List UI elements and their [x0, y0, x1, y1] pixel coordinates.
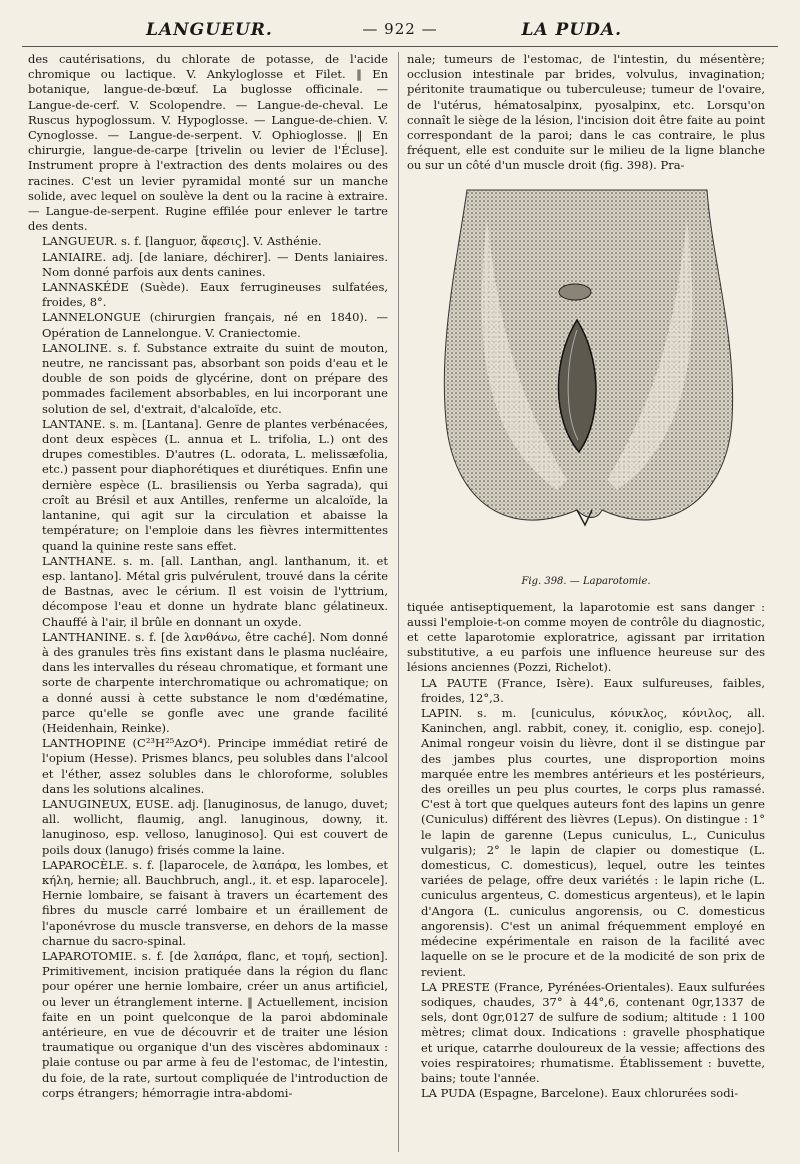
header-left: LANGUEUR. — [146, 20, 273, 40]
page-number: — 922 — — [362, 20, 438, 38]
figure-398 — [407, 176, 765, 596]
entry-lannelongue: LANNELONGUE (chirurgien français, né en 1840). — Opération de Lannelongue. V. Craniectomie. — [42, 310, 388, 340]
entry-lanthane: LANTHANE. s. m. [all. Lanthan, angl. lanthanum, it. et esp. lantano]. Métal gris pulvérulent, trouvé dans la cérite de Bastnas, avec le cérium. Il est voisin de l'yttrium, décompose l'eau et donne un hydrate blanc gélatineux. Chauffé à l'air, il brûle en donnant un oxyde. — [42, 553, 388, 629]
entry-la-preste: LA PRESTE (France, Pyrénées-Orientales). Eaux sulfurées sodiques, chaudes, 37° à 44°,6, contenant 0gr,1337 de sels, dont 0gr,0127 de sulfure de sodium; altitude : 1 100 mètres; climat doux. Indications : gravelle phosphatique et urique, catarrhe douloureux de la vessie; affections des voies respiratoires; rhumatisme. Établissement : buvette, bains; toute l'année. — [421, 979, 765, 1085]
entry-laniaire: LANIAIRE. adj. [de laniare, déchirer]. — Dents laniaires. Nom donné parfois aux dents canines. — [42, 249, 388, 279]
left-column — [28, 52, 388, 1152]
entry-laparotomie-cont: tiquée antiseptiquement, la laparotomie est sans danger : aussi l'emploie-t-on comme moyen de contrôle du diagnostic, et cette laparotomie exploratrice, agissant par irritation substitutive, a eu parfois une influence heureuse sur des lésions anciennes (Pozzi, Richelot). — [407, 599, 765, 675]
entry-lanoline: LANOLINE. s. f. Substance extraite du suint de mouton, neutre, ne rancissant pas, absorbant son poids d'eau et le double de son poids de glycérine, dont on prépare des pommades facilement absorbables, en lui incorporant une solution de sel, d'extrait, d'alcaloïde, etc. — [42, 340, 388, 416]
entry-la-paute: LA PAUTE (France, Isère). Eaux sulfureuses, faibles, froides, 12°,3. — [421, 675, 765, 705]
figure-caption: Fig. 398. — Laparotomie. — [521, 576, 651, 588]
entry-lanthopine: LANTHOPINE (C²³H²⁵AzO⁴). Principe immédiat retiré de l'opium (Hesse). Prismes blancs, peu solubles dans l'alcool et l'éther, assez solubles dans le chloroforme, solubles dans les solutions alcalines. — [42, 736, 388, 796]
entry-laparotomie: LAPAROTOMIE. s. f. [de λαπάρα, flanc, et τομή, section]. Primitivement, incision pratiquée dans la région du flanc pour opérer une hernie lombaire, créer un anus artificiel, ou lever un étranglement interne. ‖ Actuellement, incision faite en un point quelconque de la paroi abdominale antérieure, en vue de découvrir et de traiter une lésion traumatique ou organique d'un des viscères abdominaux : plaie contuse ou par arme à feu de l'estomac, de l'intestin, du foie, de la rate, surtout compliquée de l'introduction de corps étrangers; hémorragie intra-abdomi- — [42, 948, 388, 1100]
entry-lanthanine: LANTHANINE. s. f. [de λανθάνω, être caché]. Nom donné à des granules très fins existant dans le plasma nucléaire, dans les intervalles du réseau chromatique, et formant une sorte de charpente interchromatique ou achromatique; on a donné aussi à cette substance le nom d'œdématine, parce qu'elle se gonfle avec une grande facilité (Heidenhain, Reinke). — [42, 629, 388, 735]
entry-continuation-right: nale; tumeurs de l'estomac, de l'intestin, du mésentère; occlusion intestinale par brides, volvulus, invagination; péritonite traumatique ou tuberculeuse; tumeur de l'ovaire, de l'utérus, hématosalpinx, pyosalpinx, etc. Lorsqu'on connaît le siège de la lésion, l'incision doit être faite au point correspondant de la paroi; dans le cas contraire, le plus fréquent, elle est conduite sur le milieu de la ligne blanche ou sur un côté d'un muscle droit (fig. 398). Pra- — [407, 52, 765, 173]
entry-laparocele: LAPAROCÈLE. s. f. [laparocele, de λαπάρα, les lombes, et κήλη, hernie; all. Bauchbruch, angl., it. et esp. laparocele]. Hernie lombaire, se faisant à travers un écartement des fibres du muscle carré lombaire et un éraillement de l'aponévrose du muscle transverse, en dehors de la masse charnue du sacro-spinal. — [42, 857, 388, 948]
entry-lanugineux: LANUGINEUX, EUSE. adj. [lanuginosus, de lanugo, duvet; all. wollicht, flaumig, angl. lanuginous, downy, it. lanuginoso, esp. velloso, lanuginoso]. Qui est couvert de poils doux (lanugo) frisés comme la laine. — [42, 796, 388, 857]
laparotomy-illustration — [427, 180, 747, 570]
column-separator — [398, 52, 399, 1152]
header-rule — [22, 46, 778, 47]
entry-lannaskede: LANNASKÉDE (Suède). Eaux ferrugineuses sulfatées, froides, 8°. — [42, 280, 388, 310]
entry-lapin: LAPIN. s. m. [cuniculus, κόνικλος, κόνιλος, all. Kaninchen, angl. rabbit, coney, it. coniglio, esp. conejo]. Animal rongeur voisin du lièvre, dont il se distingue par des jambes plus courtes, une disproportion moins marquée entre les membres antérieurs et les postérieurs, des oreilles un peu plus courtes, le corps plus ramassé. C'est à tort que quelques auteurs font des lapins un genre (Cuniculus) différent des lièvres (Lepus). On distingue : 1° le lapin de garenne (Lepus cuniculus, L., Cuniculus vulgaris); 2° le lapin de clapier ou domestique (L. domesticus, C. domesticus), lequel, outre les teintes variées de pelage, offre deux variétés : le lapin riche (L. cuniculus argenteus, C. domesticus argenteus), et le lapin d'Angora (L. cuniculus angorensis, ou C. domesticus angorensis). C'est un animal fréquemment employé en médecine expérimentale en raison de la facilité avec laquelle on se le procure et de la modicité de son prix de revient. — [421, 706, 765, 979]
header-right: LA PUDA. — [521, 20, 622, 40]
entry-continuation: des cautérisations, du chlorate de potasse, de l'acide chromique ou lactique. V. Ankyloglosse et Filet. ‖ En botanique, langue-de-bœuf. La buglosse officinale. — Langue-de-cerf. V. Scolopendre. — Langue-de-cheval. Le Ruscus hypoglossum. V. Hypoglosse. — Langue-de-chien. V. Cynoglosse. — Langue-de-serpent. V. Ophioglosse. ‖ En chirurgie, langue-de-carpe [trivelin ou levier de l'Écluse]. Instrument propre à l'extraction des dents molaires ou des racines. C'est un levier pyramidal monté sur un manche solide, avec lequel on soulève la dent ou la racine à extraire. — Langue-de-serpent. Rugine effilée pour enlever le tartre des dents. — [28, 52, 388, 234]
entry-langueur: LANGUEUR. s. f. [languor, ἄφεσις]. V. Asthénie. — [42, 234, 322, 249]
right-column — [407, 52, 765, 1152]
running-header — [18, 20, 782, 44]
entry-la-puda: LA PUDA (Espagne, Barcelone). Eaux chlorurées sodi- — [421, 1086, 739, 1101]
entry-lantane: LANTANE. s. m. [Lantana]. Genre de plantes verbénacées, dont deux espèces (L. annua et L. trifolia, L.) ont des drupes comestibles. D'autres (L. odorata, L. melissæfolia, etc.) passent pour diaphorétiques et diurétiques. Enfin une dernière espèce (L. brasiliensis ou Yerba sagrada), qui croît au Brésil et aux Antilles, renferme un alcaloïde, la lantanine, qui agit sur la circulation et abaisse la température; on l'emploie dans les fièvres intermittentes quand la quinine reste sans effet. — [42, 416, 388, 553]
